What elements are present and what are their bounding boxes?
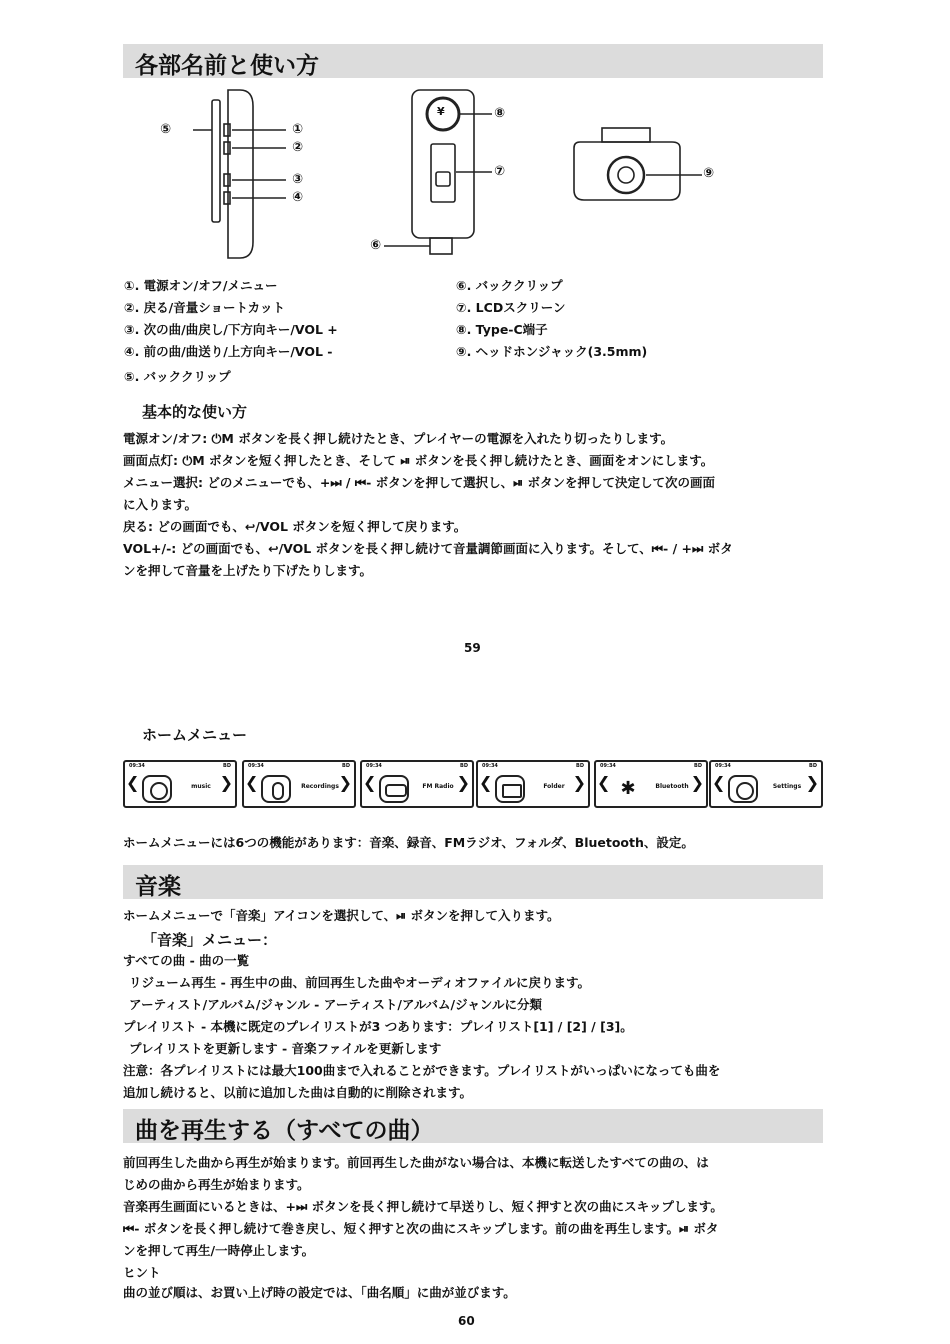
music-menu-item: プレイリスト - 本機に既定のプレイリストが3 つあります：プレイリスト[1] / [2] / [3]。 <box>123 1019 633 1034</box>
music-intro: ホームメニューで「音楽」アイコンを選択して、⏯ ボタンを押して入ります。 <box>123 908 560 923</box>
music-menu-item: アーティスト/アルバム/ジャンル - アーティスト/アルバム/ジャンルに分類 <box>129 997 543 1012</box>
clip-drawing <box>212 100 220 222</box>
callout-3: ③ <box>292 172 304 187</box>
part-item-2: ②. 戻る/音量ショートカット <box>124 300 285 315</box>
tile-status: BD <box>342 763 350 769</box>
section-title: 各部名前と使い方 <box>135 53 319 79</box>
chevron-left-icon: ❮ <box>126 773 140 792</box>
callout-1: ① <box>292 122 304 137</box>
chevron-left-icon: ❮ <box>597 773 611 792</box>
home-heading: ホームメニュー <box>142 726 248 744</box>
tile-time: 09:34 <box>482 763 498 769</box>
bottom-body <box>574 142 680 200</box>
gear-icon <box>728 775 758 803</box>
chevron-left-icon: ❮ <box>712 773 726 792</box>
part-item-4: ④. 前の曲/曲送り/上方向キー/VOL - <box>124 344 333 359</box>
tile-label: music <box>191 783 211 790</box>
headphone-jack-drawing <box>608 157 644 193</box>
play-line: 音楽再生画面にいるときは、+⏭ ボタンを長く押し続けて早送りし、短く押すと次の曲にスキップします。 <box>123 1199 723 1214</box>
chevron-right-icon: ❯ <box>572 773 586 792</box>
home-description: ホームメニューには6つの機能があります：音楽、録音、FMラジオ、フォルダ、Bluetooth、設定。 <box>123 835 694 850</box>
tile-time: 09:34 <box>600 763 616 769</box>
side-body <box>228 90 253 258</box>
hint-heading: ヒント <box>123 1265 161 1280</box>
tile-status: BD <box>460 763 468 769</box>
part-item-1: ①. 電源オン/オフ/メニュー <box>124 278 278 293</box>
basic-line: VOL+/-: どの画面でも、↩/VOL ボタンを長く押し続けて音量調節画面に入ります。そして、⏮- / +⏭ ボタ <box>123 541 733 556</box>
page-number: 59 <box>464 641 481 655</box>
part-item-9: ⑨. ヘッドホンジャック(3.5mm) <box>456 344 648 359</box>
play-line: じめの曲から再生が始まります。 <box>123 1177 310 1192</box>
chevron-right-icon: ❯ <box>456 773 470 792</box>
part-item-5: ⑤. バッククリップ <box>124 369 231 384</box>
tile-label: Folder <box>543 783 565 790</box>
music-menu-item: リジューム再生 - 再生中の曲、前回再生した曲やオーディオファイルに戻ります。 <box>129 975 591 990</box>
music-menu-item: プレイリストを更新します - 音楽ファイルを更新します <box>129 1041 442 1056</box>
screen-drawing <box>431 144 455 202</box>
bluetooth-icon: ✱ <box>620 778 636 799</box>
section-header-music <box>123 865 823 899</box>
callout-6: ⑥ <box>370 238 382 253</box>
tile-label: Recordings <box>301 783 339 790</box>
section-header-play <box>123 1109 823 1143</box>
home-tile-folder <box>476 760 590 808</box>
part-item-6: ⑥. バッククリップ <box>456 278 563 293</box>
chevron-right-icon: ❯ <box>338 773 352 792</box>
basic-heading: 基本的な使い方 <box>142 403 248 421</box>
callout-8: ⑧ <box>494 106 506 121</box>
tile-status: BD <box>809 763 817 769</box>
tile-label: FM Radio <box>422 783 454 790</box>
basic-line: 電源オン/オフ: ⏻M ボタンを長く押し続けたとき、プレイヤーの電源を入れたり切ったりします。 <box>123 431 674 446</box>
section-title: 曲を再生する（すべての曲） <box>135 1118 434 1144</box>
play-line: 前回再生した曲から再生が始まります。前回再生した曲がない場合は、本機に転送したすべての曲の、は <box>123 1155 709 1170</box>
display-icon: ¥ <box>437 105 445 118</box>
basic-line: に入ります。 <box>123 497 198 512</box>
radio-icon <box>379 775 409 803</box>
music-note: 追加し続けると、以前に追加した曲は自動的に削除されます。 <box>123 1085 473 1100</box>
tile-time: 09:34 <box>366 763 382 769</box>
page-number: 60 <box>458 1314 475 1328</box>
callout-7: ⑦ <box>494 164 506 179</box>
tile-time: 09:34 <box>248 763 264 769</box>
home-tile-settings <box>709 760 823 808</box>
hint-text: 曲の並び順は、お買い上げ時の設定では、「曲名順」に曲が並びます。 <box>123 1285 516 1300</box>
music-menu-heading: 「音楽」メニュー： <box>142 931 278 949</box>
folder-icon <box>495 775 525 803</box>
callout-2: ② <box>292 140 304 155</box>
tile-time: 09:34 <box>715 763 731 769</box>
chevron-left-icon: ❮ <box>245 773 259 792</box>
play-line: ⏮- ボタンを長く押し続けて巻き戻し、短く押すと次の曲にスキップします。前の曲を再生します。⏯ ボタ <box>123 1221 719 1236</box>
part-item-3: ③. 次の曲/曲戻し/下方向キー/VOL + <box>124 322 338 337</box>
type-c-plug <box>430 238 452 254</box>
home-tile-bluetooth <box>594 760 708 808</box>
chevron-right-icon: ❯ <box>805 773 819 792</box>
callout-9: ⑨ <box>703 166 715 181</box>
tile-label: Settings <box>772 783 802 790</box>
play-line: ンを押して再生/一時停止します。 <box>123 1243 315 1258</box>
chevron-right-icon: ❯ <box>690 773 704 792</box>
tile-time: 09:34 <box>129 763 145 769</box>
part-item-8: ⑧. Type-C端子 <box>456 322 548 337</box>
basic-line: 戻る: どの画面でも、↩/VOL ボタンを短く押して戻ります。 <box>123 519 467 534</box>
chevron-left-icon: ❮ <box>479 773 493 792</box>
chevron-right-icon: ❯ <box>219 773 233 792</box>
section-header-parts <box>123 44 823 78</box>
basic-line: 画面点灯: ⏻M ボタンを短く押したとき、そして ⏯ ボタンを長く押し続けたとき、画面をオンにします。 <box>123 453 714 468</box>
tile-label: Bluetooth <box>655 783 689 790</box>
tile-status: BD <box>576 763 584 769</box>
home-tile-music <box>123 760 237 808</box>
music-menu-item: すべての曲 - 曲の一覧 <box>123 953 250 968</box>
section-title: 音楽 <box>135 874 181 900</box>
home-tile-recordings <box>242 760 356 808</box>
basic-line: ンを押して音量を上げたり下げたりします。 <box>123 563 373 578</box>
chevron-left-icon: ❮ <box>363 773 377 792</box>
basic-line: メニュー選択: どのメニューでも、+⏭ / ⏮- ボタンを押して選択し、⏯ ボタンを押して決定して次の画面 <box>123 475 715 490</box>
tile-status: BD <box>694 763 702 769</box>
music-note: 注意：各プレイリストには最大100曲まで入れることができます。プレイリストがいっぱいになっても曲を <box>123 1063 721 1078</box>
callout-5-left: ⑤ <box>160 122 172 137</box>
music-icon <box>142 775 172 803</box>
tile-status: BD <box>223 763 231 769</box>
microphone-icon <box>261 775 291 803</box>
home-tile-fm-radio <box>360 760 474 808</box>
part-item-7: ⑦. LCDスクリーン <box>456 300 566 315</box>
callout-4: ④ <box>292 190 304 205</box>
